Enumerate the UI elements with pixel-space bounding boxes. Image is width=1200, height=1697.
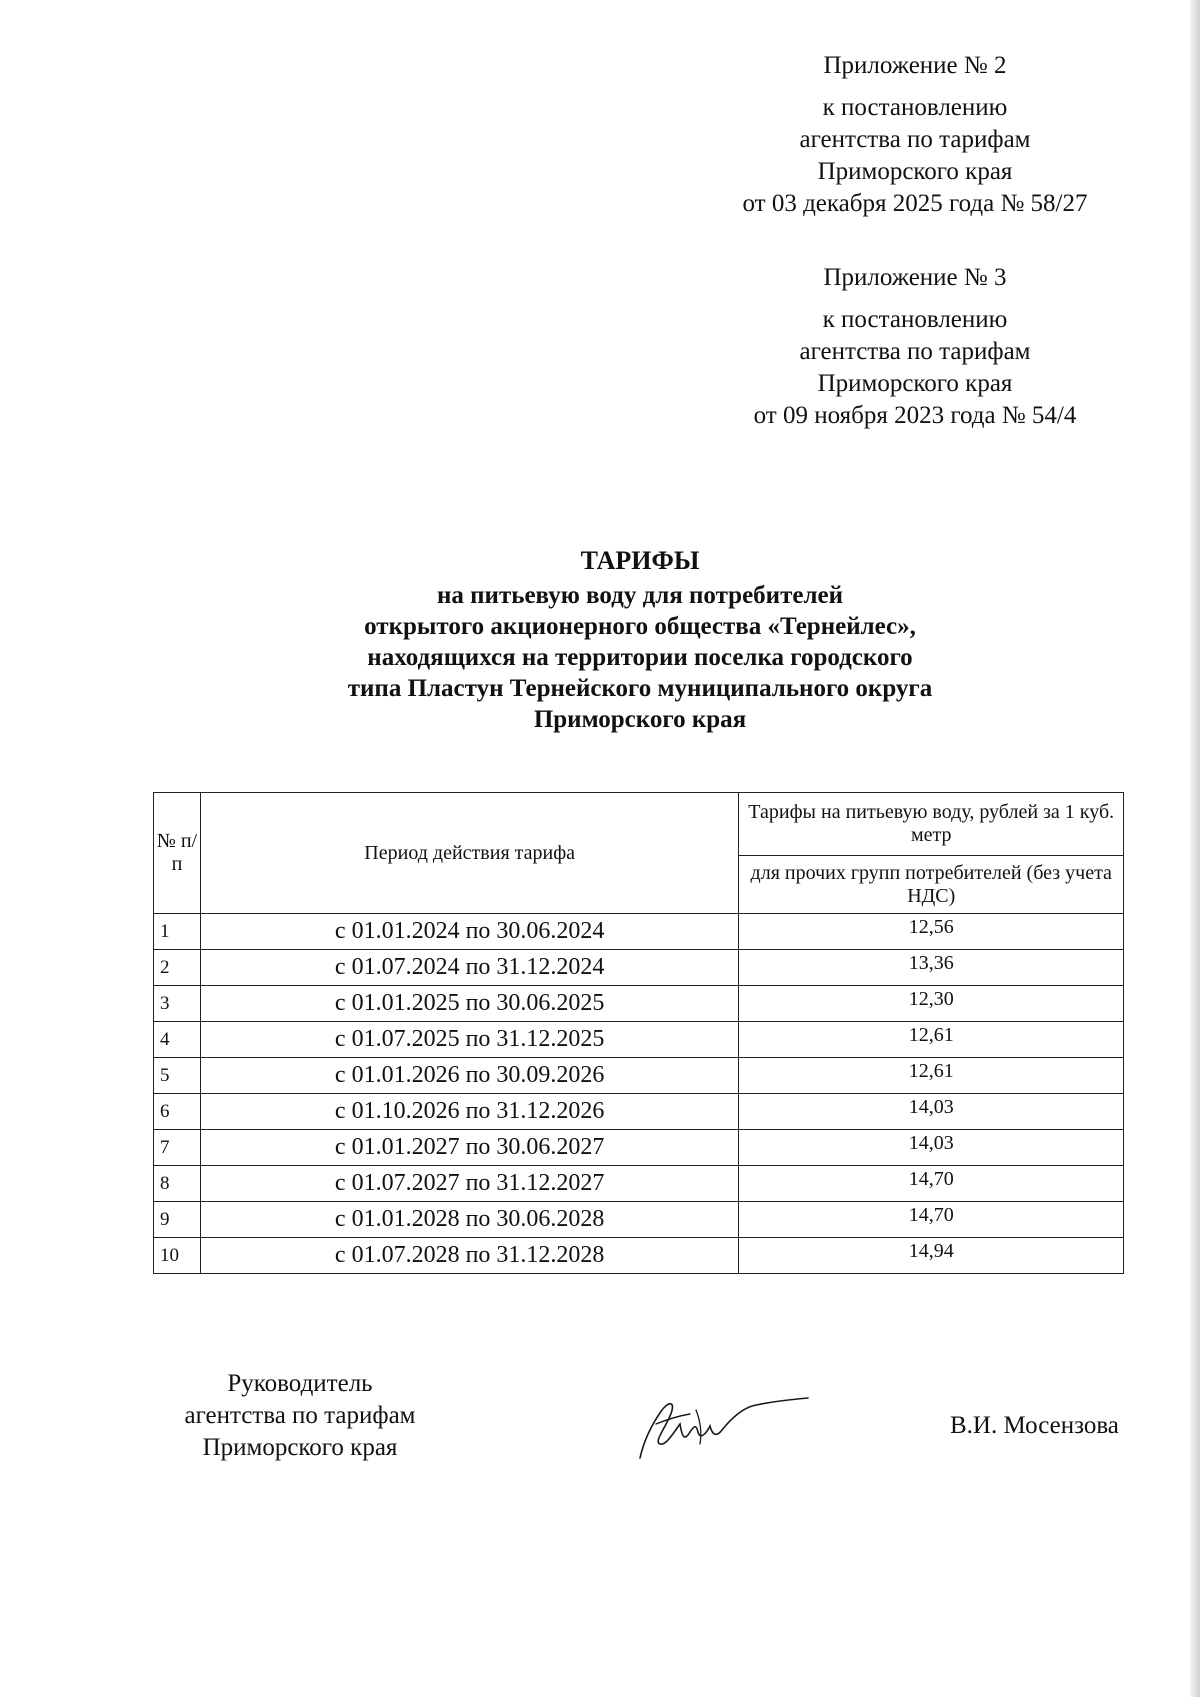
row-value: 14,70 [739, 1166, 1124, 1202]
appendix-2-line: Приморского края [817, 158, 1013, 185]
row-num: 10 [154, 1238, 201, 1274]
title-line: на питьевую воду для потребителей [437, 582, 843, 609]
appendix-3-date: от 09 ноября 2023 года № 54/4 [753, 402, 1077, 429]
row-value: 12,61 [739, 1058, 1124, 1094]
row-value: 14,70 [739, 1202, 1124, 1238]
row-period: с 01.01.2026 по 30.09.2026 [200, 1058, 739, 1094]
row-value: 14,03 [739, 1094, 1124, 1130]
row-period: с 01.07.2024 по 31.12.2024 [200, 950, 739, 986]
signer-position-line: агентства по тарифам [184, 1402, 416, 1429]
table-row [154, 986, 1124, 1022]
appendix-3-line: к постановлению [822, 306, 1008, 333]
table-row [154, 1202, 1124, 1238]
row-value: 12,61 [739, 1022, 1124, 1058]
table-row [154, 1166, 1124, 1202]
appendix-2-block [700, 50, 1130, 220]
table-row [154, 1058, 1124, 1094]
signer-position-line: Приморского края [202, 1434, 398, 1461]
table-row [154, 914, 1124, 950]
appendix-3-number: Приложение № 3 [823, 264, 1007, 291]
table-row [154, 950, 1124, 986]
table-row [154, 1130, 1124, 1166]
row-value: 14,03 [739, 1130, 1124, 1166]
document-title [230, 545, 1050, 735]
row-value: 12,30 [739, 986, 1124, 1022]
row-num: 4 [154, 1022, 201, 1058]
header-period: Период действия тарифа [200, 793, 739, 914]
appendix-2-number: Приложение № 2 [823, 52, 1007, 79]
handwritten-signature-icon [630, 1380, 810, 1470]
row-num: 3 [154, 986, 201, 1022]
appendix-2-date: от 03 декабря 2025 года № 58/27 [742, 190, 1088, 217]
title-line: находящихся на территории поселка городского [367, 644, 913, 671]
row-period: с 01.01.2025 по 30.06.2025 [200, 986, 739, 1022]
appendix-3-line: Приморского края [817, 370, 1013, 397]
row-num: 9 [154, 1202, 201, 1238]
header-tariff: Тарифы на питьевую воду, рублей за 1 куб. метр [739, 793, 1124, 856]
row-num: 1 [154, 914, 201, 950]
row-period: с 01.10.2026 по 31.12.2026 [200, 1094, 739, 1130]
appendix-2-line: к постановлению [822, 94, 1008, 121]
signer-position-line: Руководитель [227, 1370, 373, 1397]
row-num: 5 [154, 1058, 201, 1094]
title-line: Приморского края [533, 706, 747, 733]
row-value: 13,36 [739, 950, 1124, 986]
row-period: с 01.01.2027 по 30.06.2027 [200, 1130, 739, 1166]
title-line: открытого акционерного общества «Тернейлес», [364, 613, 916, 640]
row-period: с 01.07.2027 по 31.12.2027 [200, 1166, 739, 1202]
signer-name: В.И. Мосензова [950, 1412, 1119, 1439]
table-row [154, 1094, 1124, 1130]
row-num: 7 [154, 1130, 201, 1166]
table-row [154, 1022, 1124, 1058]
header-num: № п/п [154, 793, 201, 914]
appendix-3-line: агентства по тарифам [799, 338, 1031, 365]
signer-position [150, 1368, 450, 1464]
appendix-2-line: агентства по тарифам [799, 126, 1031, 153]
title-line: типа Пластун Тернейского муниципального округа [347, 675, 933, 702]
row-value: 12,56 [739, 914, 1124, 950]
row-num: 8 [154, 1166, 201, 1202]
row-period: с 01.07.2028 по 31.12.2028 [200, 1238, 739, 1274]
row-period: с 01.01.2028 по 30.06.2028 [200, 1202, 739, 1238]
scan-edge-shadow [1190, 0, 1200, 1697]
tariff-table [153, 792, 1124, 1274]
title-main: ТАРИФЫ [580, 546, 700, 575]
table-row [154, 1238, 1124, 1274]
appendix-3-block [700, 262, 1130, 432]
row-num: 6 [154, 1094, 201, 1130]
row-period: с 01.01.2024 по 30.06.2024 [200, 914, 739, 950]
header-tariff-subgroup: для прочих групп потребителей (без учета НДС) [739, 856, 1124, 914]
row-period: с 01.07.2025 по 31.12.2025 [200, 1022, 739, 1058]
row-num: 2 [154, 950, 201, 986]
row-value: 14,94 [739, 1238, 1124, 1274]
